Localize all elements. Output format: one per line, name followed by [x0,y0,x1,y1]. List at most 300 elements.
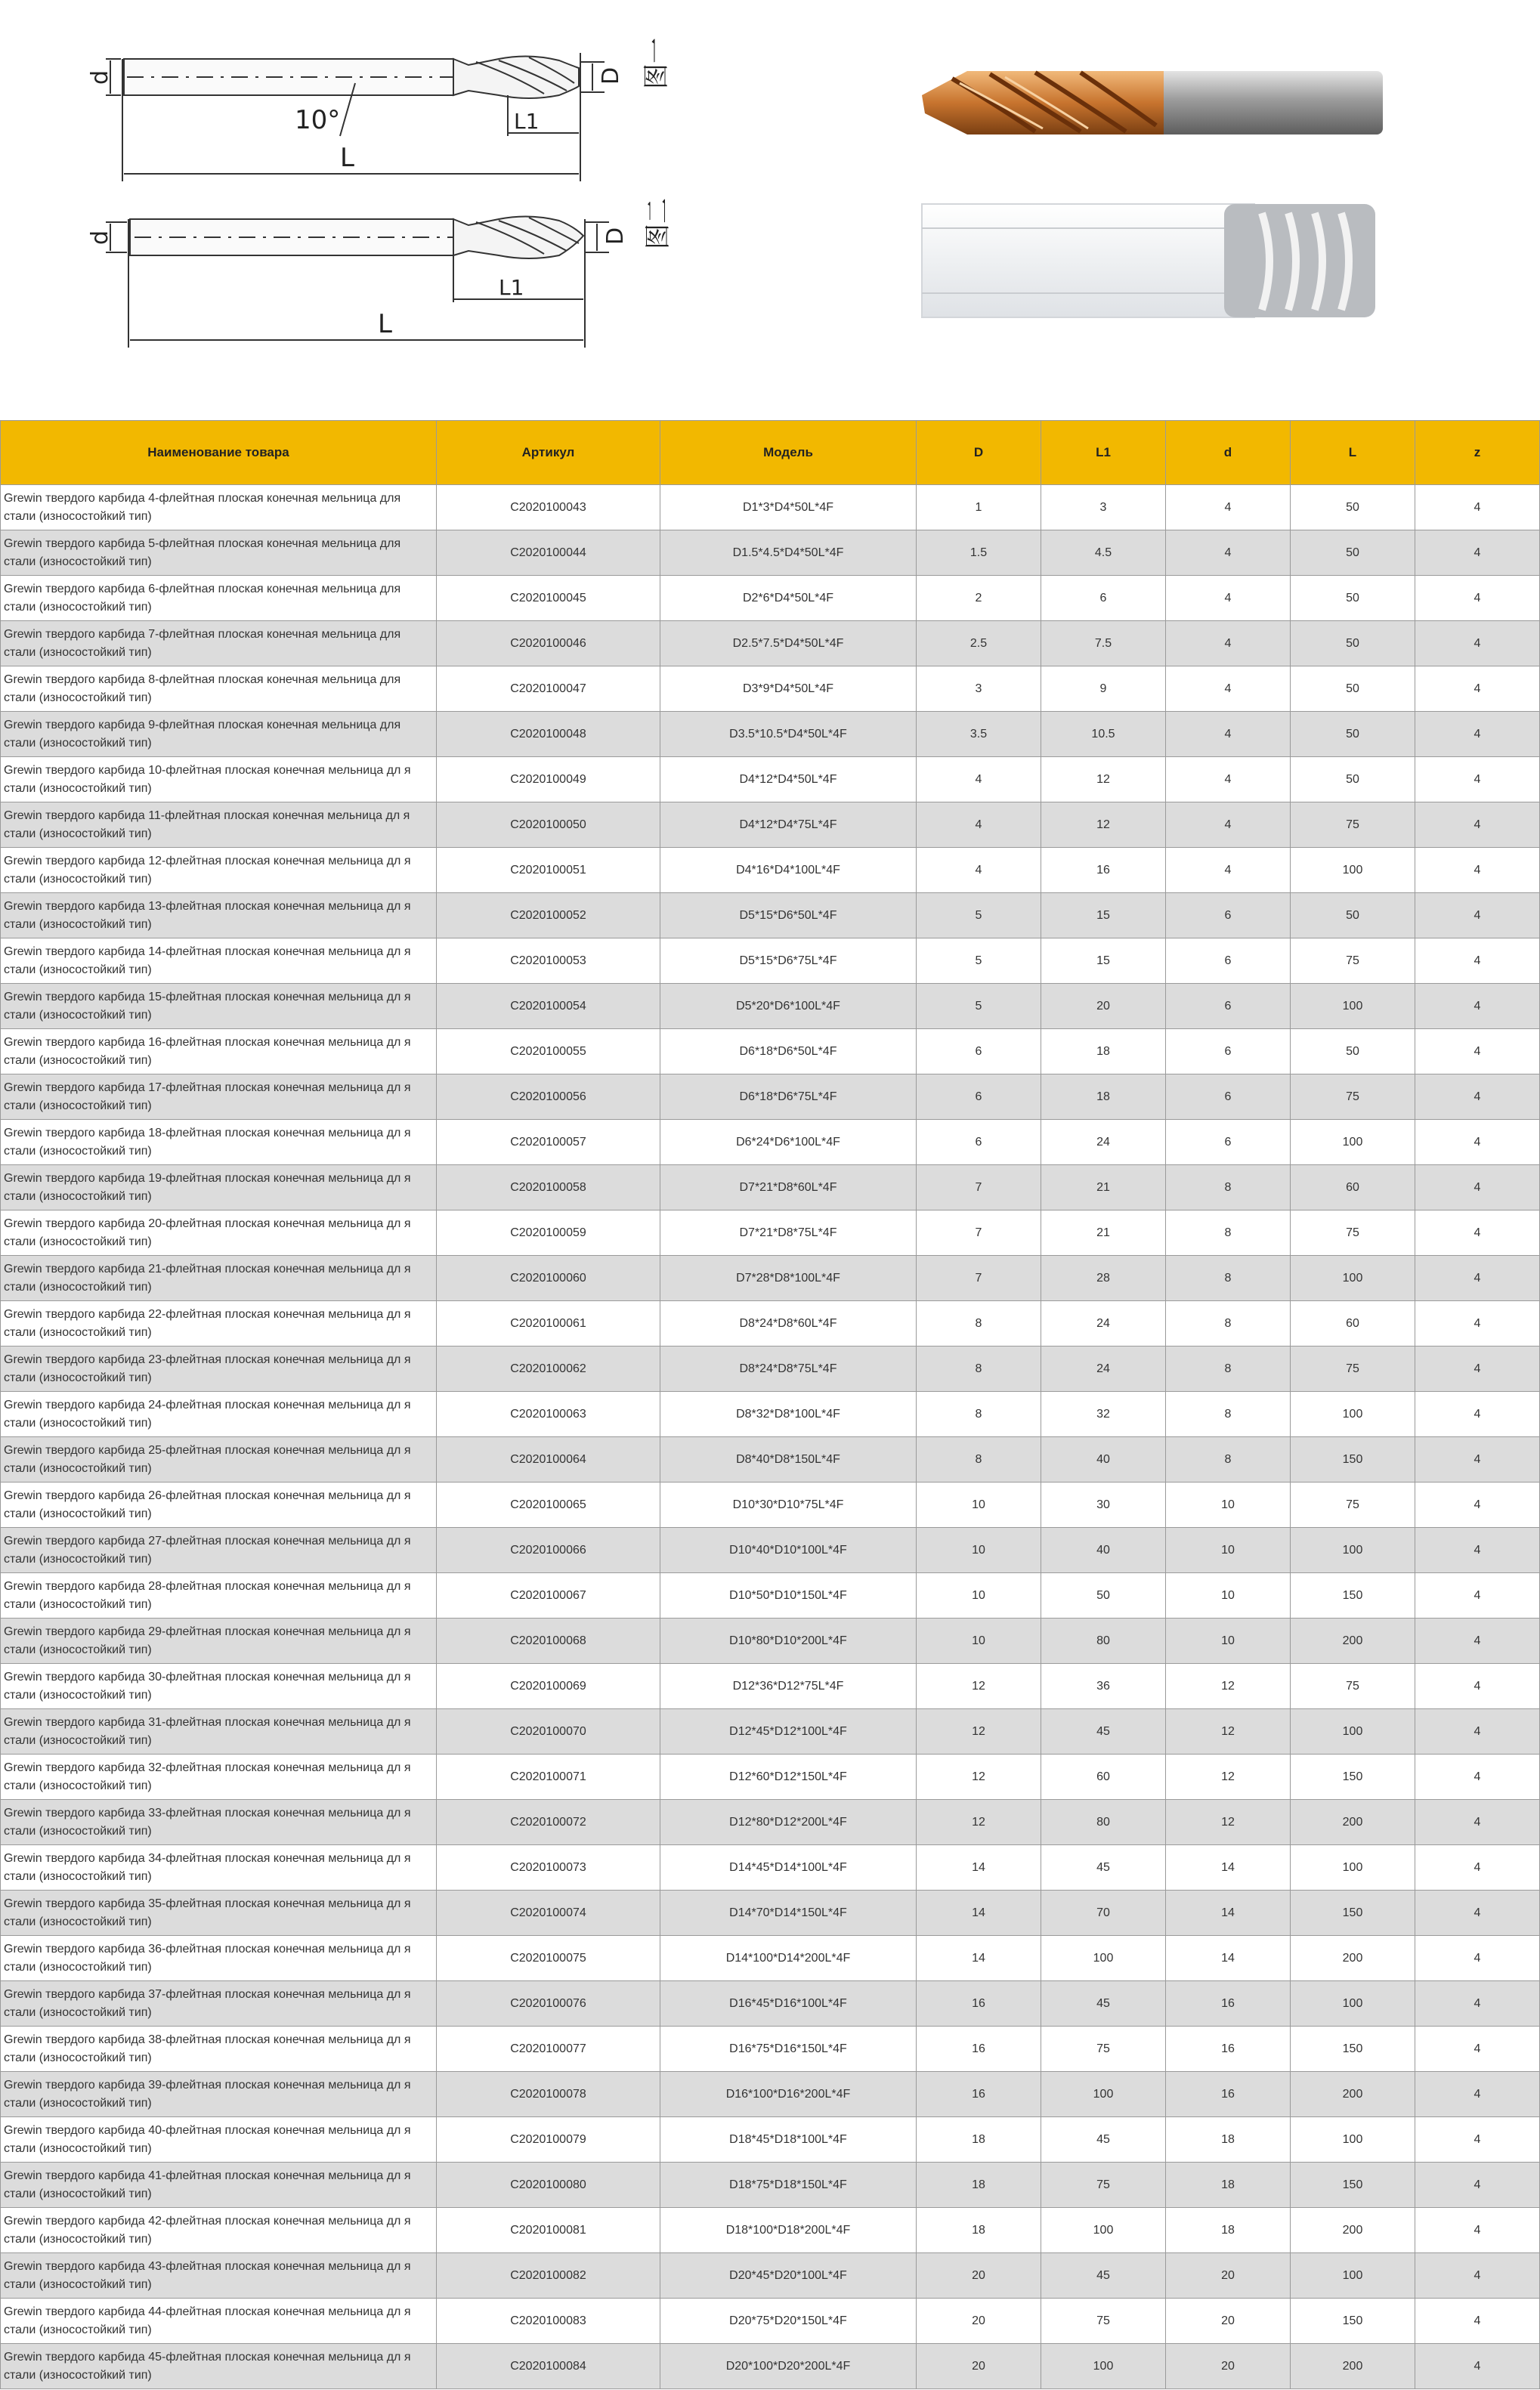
plastic-tube-packaging-photo [922,204,1375,317]
article-cell: C2020100046 [437,621,660,666]
article-cell: C2020100047 [437,666,660,712]
product-name-cell: Grewin твердого карбида 4-флейтная плоская конечная мельница для стали (износостойкий тип) [1,485,437,530]
d-shank-cell: 10 [1166,1619,1291,1664]
d-outer-cell: 12 [917,1664,1041,1709]
l1-cell: 9 [1041,666,1166,712]
l-total-cell: 50 [1291,666,1415,712]
model-cell: D10*50*D10*150L*4F [660,1573,917,1619]
l-total-cell: 100 [1291,1845,1415,1891]
table-row [1,2253,1540,2299]
l1-cell: 15 [1041,938,1166,984]
d-shank-cell: 4 [1166,757,1291,802]
table-row [1,1664,1540,1709]
l-total-cell: 150 [1291,1755,1415,1800]
fig1-label: 图一 [642,38,672,89]
l1-cell: 21 [1041,1165,1166,1210]
d-outer-cell: 4 [917,848,1041,893]
d-outer-cell: 3.5 [917,712,1041,757]
d-shank-cell: 14 [1166,1891,1291,1936]
d-outer-cell: 2.5 [917,621,1041,666]
l-total-cell: 200 [1291,1800,1415,1845]
table-row [1,938,1540,984]
l-total-cell: 150 [1291,1891,1415,1936]
d-shank-cell: 16 [1166,2072,1291,2117]
l-total-cell: 100 [1291,1709,1415,1755]
d-outer-cell: 1 [917,485,1041,530]
l1-cell: 80 [1041,1800,1166,1845]
table-row [1,984,1540,1029]
z-cell: 4 [1415,757,1540,802]
product-name-cell: Grewin твердого карбида 28-флейтная плоская конечная мельница дл я стали (износостойкий тип) [1,1573,437,1619]
d-shank-cell: 6 [1166,1029,1291,1074]
l-total-cell: 150 [1291,1437,1415,1483]
l1-cell: 60 [1041,1755,1166,1800]
d-shank-cell: 20 [1166,2253,1291,2299]
table-row [1,1709,1540,1755]
model-cell: D4*16*D4*100L*4F [660,848,917,893]
table-row [1,712,1540,757]
l-total-cell: 200 [1291,1619,1415,1664]
header-L: L [1291,421,1415,485]
model-cell: D8*24*D8*60L*4F [660,1301,917,1347]
l-total-cell: 150 [1291,2163,1415,2208]
article-cell: C2020100053 [437,938,660,984]
d-shank-cell: 10 [1166,1528,1291,1573]
table-row [1,1256,1540,1301]
model-cell: D14*70*D14*150L*4F [660,1891,917,1936]
z-cell: 4 [1415,984,1540,1029]
d-shank-cell: 12 [1166,1800,1291,1845]
d-outer-cell: 7 [917,1256,1041,1301]
d-outer-cell: 14 [917,1936,1041,1981]
z-cell: 4 [1415,1664,1540,1709]
d-outer-cell: 8 [917,1437,1041,1483]
product-name-cell: Grewin твердого карбида 24-флейтная плоская конечная мельница дл я стали (износостойкий тип) [1,1392,437,1437]
table-row [1,1573,1540,1619]
product-name-cell: Grewin твердого карбида 5-флейтная плоская конечная мельница для стали (износостойкий тип) [1,530,437,576]
d-outer-cell: 8 [917,1347,1041,1392]
d-outer-cell: 18 [917,2163,1041,2208]
model-cell: D5*15*D6*75L*4F [660,938,917,984]
product-name-cell: Grewin твердого карбида 26-флейтная плоская конечная мельница дл я стали (износостойкий тип) [1,1483,437,1528]
l-total-cell: 100 [1291,2117,1415,2163]
l1-cell: 12 [1041,757,1166,802]
l-total-cell: 100 [1291,2253,1415,2299]
dim-L1-label-1: L1 [514,109,540,134]
product-name-cell: Grewin твердого карбида 27-флейтная плоская конечная мельница дл я стали (износостойкий тип) [1,1528,437,1573]
table-row [1,1936,1540,1981]
product-name-cell: Grewin твердого карбида 9-флейтная плоская конечная мельница для стали (износостойкий тип) [1,712,437,757]
d-shank-cell: 8 [1166,1392,1291,1437]
article-cell: C2020100060 [437,1256,660,1301]
article-cell: C2020100057 [437,1120,660,1165]
product-name-cell: Grewin твердого карбида 8-флейтная плоская конечная мельница для стали (износостойкий тип) [1,666,437,712]
d-shank-cell: 4 [1166,576,1291,621]
l-total-cell: 50 [1291,757,1415,802]
l-total-cell: 75 [1291,938,1415,984]
d-outer-cell: 6 [917,1074,1041,1120]
article-cell: C2020100084 [437,2344,660,2389]
d-shank-cell: 10 [1166,1483,1291,1528]
model-cell: D6*24*D6*100L*4F [660,1120,917,1165]
model-cell: D5*15*D6*50L*4F [660,893,917,938]
l1-cell: 21 [1041,1210,1166,1256]
model-cell: D20*75*D20*150L*4F [660,2299,917,2344]
l1-cell: 10.5 [1041,712,1166,757]
dim-D-label-1: D [598,66,624,85]
l1-cell: 75 [1041,2299,1166,2344]
header-d: d [1166,421,1291,485]
table-row [1,1165,1540,1210]
d-shank-cell: 6 [1166,984,1291,1029]
z-cell: 4 [1415,1074,1540,1120]
product-name-cell: Grewin твердого карбида 10-флейтная плоская конечная мельница дл я стали (износостойкий тип) [1,757,437,802]
table-row [1,757,1540,802]
l1-cell: 24 [1041,1120,1166,1165]
article-cell: C2020100054 [437,984,660,1029]
article-cell: C2020100079 [437,2117,660,2163]
table-row [1,893,1540,938]
table-row [1,2117,1540,2163]
product-name-cell: Grewin твердого карбида 41-флейтная плоская конечная мельница дл я стали (износостойкий тип) [1,2163,437,2208]
d-shank-cell: 6 [1166,1120,1291,1165]
l1-cell: 80 [1041,1619,1166,1664]
d-outer-cell: 10 [917,1483,1041,1528]
product-name-cell: Grewin твердого карбида 31-флейтная плоская конечная мельница дл я стали (износостойкий тип) [1,1709,437,1755]
product-name-cell: Grewin твердого карбида 12-флейтная плоская конечная мельница дл я стали (износостойкий тип) [1,848,437,893]
z-cell: 4 [1415,1210,1540,1256]
l1-cell: 24 [1041,1347,1166,1392]
product-name-cell: Grewin твердого карбида 25-флейтная плоская конечная мельница дл я стали (износостойкий тип) [1,1437,437,1483]
model-cell: D18*45*D18*100L*4F [660,2117,917,2163]
product-name-cell: Grewin твердого карбида 15-флейтная плоская конечная мельница дл я стали (износостойкий тип) [1,984,437,1029]
l-total-cell: 200 [1291,2072,1415,2117]
d-shank-cell: 12 [1166,1755,1291,1800]
article-cell: C2020100074 [437,1891,660,1936]
article-cell: C2020100068 [437,1619,660,1664]
model-cell: D6*18*D6*50L*4F [660,1029,917,1074]
d-shank-cell: 4 [1166,848,1291,893]
z-cell: 4 [1415,1256,1540,1301]
l-total-cell: 60 [1291,1301,1415,1347]
z-cell: 4 [1415,1392,1540,1437]
l1-cell: 50 [1041,1573,1166,1619]
d-outer-cell: 18 [917,2117,1041,2163]
d-outer-cell: 6 [917,1120,1041,1165]
d-shank-cell: 16 [1166,2027,1291,2072]
l-total-cell: 200 [1291,2344,1415,2389]
l-total-cell: 50 [1291,893,1415,938]
d-outer-cell: 10 [917,1528,1041,1573]
article-cell: C2020100082 [437,2253,660,2299]
l-total-cell: 100 [1291,984,1415,1029]
product-name-cell: Grewin твердого карбида 6-флейтная плоская конечная мельница для стали (износостойкий тип) [1,576,437,621]
z-cell: 4 [1415,2163,1540,2208]
header-product-name: Наименование товара [1,421,437,485]
l1-cell: 40 [1041,1437,1166,1483]
l-total-cell: 75 [1291,1074,1415,1120]
z-cell: 4 [1415,1936,1540,1981]
d-shank-cell: 18 [1166,2117,1291,2163]
model-cell: D5*20*D6*100L*4F [660,984,917,1029]
l1-cell: 75 [1041,2163,1166,2208]
l1-cell: 40 [1041,1528,1166,1573]
d-shank-cell: 4 [1166,530,1291,576]
model-cell: D8*32*D8*100L*4F [660,1392,917,1437]
d-shank-cell: 8 [1166,1165,1291,1210]
l1-cell: 100 [1041,2208,1166,2253]
l1-cell: 12 [1041,802,1166,848]
model-cell: D14*45*D14*100L*4F [660,1845,917,1891]
d-outer-cell: 2 [917,576,1041,621]
l1-cell: 45 [1041,1981,1166,2027]
table-row [1,1528,1540,1573]
product-name-cell: Grewin твердого карбида 33-флейтная плоская конечная мельница дл я стали (износостойкий тип) [1,1800,437,1845]
article-cell: C2020100071 [437,1755,660,1800]
l-total-cell: 75 [1291,802,1415,848]
article-cell: C2020100059 [437,1210,660,1256]
z-cell: 4 [1415,1483,1540,1528]
l-total-cell: 50 [1291,621,1415,666]
d-outer-cell: 5 [917,984,1041,1029]
table-body [1,485,1540,2389]
product-name-cell: Grewin твердого карбида 7-флейтная плоская конечная мельница для стали (износостойкий тип) [1,621,437,666]
d-shank-cell: 8 [1166,1347,1291,1392]
l1-cell: 28 [1041,1256,1166,1301]
d-outer-cell: 18 [917,2208,1041,2253]
z-cell: 4 [1415,802,1540,848]
d-shank-cell: 8 [1166,1437,1291,1483]
model-cell: D3*9*D4*50L*4F [660,666,917,712]
l1-cell: 100 [1041,1936,1166,1981]
model-cell: D16*100*D16*200L*4F [660,2072,917,2117]
d-outer-cell: 10 [917,1619,1041,1664]
z-cell: 4 [1415,2208,1540,2253]
d-shank-cell: 8 [1166,1256,1291,1301]
article-cell: C2020100073 [437,1845,660,1891]
l-total-cell: 50 [1291,712,1415,757]
model-cell: D14*100*D14*200L*4F [660,1936,917,1981]
l1-cell: 45 [1041,2117,1166,2163]
z-cell: 4 [1415,666,1540,712]
d-shank-cell: 12 [1166,1709,1291,1755]
table-row [1,1800,1540,1845]
l-total-cell: 100 [1291,1256,1415,1301]
z-cell: 4 [1415,2344,1540,2389]
article-cell: C2020100048 [437,712,660,757]
l1-cell: 100 [1041,2072,1166,2117]
product-name-cell: Grewin твердого карбида 17-флейтная плоская конечная мельница дл я стали (износостойкий тип) [1,1074,437,1120]
d-shank-cell: 8 [1166,1301,1291,1347]
table-row [1,1845,1540,1891]
z-cell: 4 [1415,1800,1540,1845]
d-shank-cell: 4 [1166,485,1291,530]
article-cell: C2020100063 [437,1392,660,1437]
l1-cell: 4.5 [1041,530,1166,576]
l-total-cell: 50 [1291,485,1415,530]
product-name-cell: Grewin твердого карбида 13-флейтная плоская конечная мельница дл я стали (износостойкий тип) [1,893,437,938]
table-row [1,1029,1540,1074]
model-cell: D7*21*D8*75L*4F [660,1210,917,1256]
table-row [1,1755,1540,1800]
d-outer-cell: 20 [917,2344,1041,2389]
d-outer-cell: 20 [917,2299,1041,2344]
d-outer-cell: 3 [917,666,1041,712]
d-shank-cell: 12 [1166,1664,1291,1709]
z-cell: 4 [1415,576,1540,621]
z-cell: 4 [1415,1891,1540,1936]
model-cell: D8*24*D8*75L*4F [660,1347,917,1392]
product-name-cell: Grewin твердого карбида 19-флейтная плоская конечная мельница дл я стали (износостойкий тип) [1,1165,437,1210]
d-shank-cell: 16 [1166,1981,1291,2027]
article-cell: C2020100069 [437,1664,660,1709]
d-outer-cell: 5 [917,938,1041,984]
article-cell: C2020100062 [437,1347,660,1392]
l1-cell: 100 [1041,2344,1166,2389]
z-cell: 4 [1415,2299,1540,2344]
d-outer-cell: 10 [917,1573,1041,1619]
d-outer-cell: 5 [917,893,1041,938]
d-outer-cell: 14 [917,1891,1041,1936]
z-cell: 4 [1415,1165,1540,1210]
article-cell: C2020100067 [437,1573,660,1619]
d-shank-cell: 8 [1166,1210,1291,1256]
d-shank-cell: 18 [1166,2163,1291,2208]
l-total-cell: 60 [1291,1165,1415,1210]
model-cell: D18*100*D18*200L*4F [660,2208,917,2253]
fig2-label: 图二 [643,198,673,249]
product-name-cell: Grewin твердого карбида 32-флейтная плоская конечная мельница дл я стали (износостойкий тип) [1,1755,437,1800]
l1-cell: 3 [1041,485,1166,530]
product-name-cell: Grewin твердого карбида 37-флейтная плоская конечная мельница дл я стали (износостойкий тип) [1,1981,437,2027]
table-row [1,530,1540,576]
l1-cell: 16 [1041,848,1166,893]
l-total-cell: 100 [1291,1528,1415,1573]
l-total-cell: 150 [1291,2027,1415,2072]
l1-cell: 24 [1041,1301,1166,1347]
product-name-cell: Grewin твердого карбида 42-флейтная плоская конечная мельница дл я стали (износостойкий тип) [1,2208,437,2253]
table-row [1,2027,1540,2072]
product-name-cell: Grewin твердого карбида 43-флейтная плоская конечная мельница дл я стали (износостойкий тип) [1,2253,437,2299]
article-cell: C2020100049 [437,757,660,802]
model-cell: D12*80*D12*200L*4F [660,1800,917,1845]
z-cell: 4 [1415,1528,1540,1573]
d-outer-cell: 1.5 [917,530,1041,576]
d-outer-cell: 16 [917,2027,1041,2072]
product-name-cell: Grewin твердого карбида 18-флейтная плоская конечная мельница дл я стали (износостойкий тип) [1,1120,437,1165]
article-cell: C2020100050 [437,802,660,848]
product-photos [907,53,1390,340]
header-L1: L1 [1041,421,1166,485]
table-row [1,848,1540,893]
d-outer-cell: 8 [917,1301,1041,1347]
article-cell: C2020100061 [437,1301,660,1347]
product-name-cell: Grewin твердого карбида 16-флейтная плоская конечная мельница дл я стали (износостойкий тип) [1,1029,437,1074]
article-cell: C2020100055 [437,1029,660,1074]
d-shank-cell: 6 [1166,1074,1291,1120]
table-row [1,1619,1540,1664]
l-total-cell: 200 [1291,1936,1415,1981]
table-row [1,1981,1540,2027]
article-cell: C2020100077 [437,2027,660,2072]
d-outer-cell: 7 [917,1210,1041,1256]
spec-table [0,420,1540,2389]
model-cell: D1*3*D4*50L*4F [660,485,917,530]
header-z: z [1415,421,1540,485]
l1-cell: 15 [1041,893,1166,938]
table-row [1,1210,1540,1256]
d-outer-cell: 12 [917,1800,1041,1845]
table-row [1,1483,1540,1528]
d-outer-cell: 20 [917,2253,1041,2299]
z-cell: 4 [1415,485,1540,530]
z-cell: 4 [1415,1437,1540,1483]
model-cell: D20*45*D20*100L*4F [660,2253,917,2299]
d-outer-cell: 16 [917,2072,1041,2117]
product-name-cell: Grewin твердого карбида 20-флейтная плоская конечная мельница дл я стали (износостойкий тип) [1,1210,437,1256]
table-row [1,1120,1540,1165]
table-row [1,1891,1540,1936]
d-shank-cell: 4 [1166,802,1291,848]
dim-d-label-1: d [87,70,113,85]
l1-cell: 30 [1041,1483,1166,1528]
z-cell: 4 [1415,2253,1540,2299]
angle-label: 10° [295,105,341,135]
model-cell: D7*28*D8*100L*4F [660,1256,917,1301]
header-article: Артикул [437,421,660,485]
article-cell: C2020100044 [437,530,660,576]
model-cell: D12*60*D12*150L*4F [660,1755,917,1800]
table-row [1,2344,1540,2389]
product-name-cell: Grewin твердого карбида 30-флейтная плоская конечная мельница дл я стали (износостойкий тип) [1,1664,437,1709]
d-outer-cell: 16 [917,1981,1041,2027]
article-cell: C2020100076 [437,1981,660,2027]
l1-cell: 45 [1041,1709,1166,1755]
model-cell: D10*40*D10*100L*4F [660,1528,917,1573]
z-cell: 4 [1415,1347,1540,1392]
z-cell: 4 [1415,1301,1540,1347]
model-cell: D6*18*D6*75L*4F [660,1074,917,1120]
d-shank-cell: 20 [1166,2299,1291,2344]
article-cell: C2020100043 [437,485,660,530]
l1-cell: 36 [1041,1664,1166,1709]
d-outer-cell: 12 [917,1709,1041,1755]
table-row [1,1301,1540,1347]
product-name-cell: Grewin твердого карбида 22-флейтная плоская конечная мельница дл я стали (износостойкий тип) [1,1301,437,1347]
model-cell: D10*30*D10*75L*4F [660,1483,917,1528]
l-total-cell: 100 [1291,1981,1415,2027]
z-cell: 4 [1415,893,1540,938]
product-name-cell: Grewin твердого карбида 29-флейтная плоская конечная мельница дл я стали (износостойкий тип) [1,1619,437,1664]
l1-cell: 32 [1041,1392,1166,1437]
z-cell: 4 [1415,1845,1540,1891]
l1-cell: 45 [1041,1845,1166,1891]
z-cell: 4 [1415,1709,1540,1755]
model-cell: D16*75*D16*150L*4F [660,2027,917,2072]
article-cell: C2020100075 [437,1936,660,1981]
product-name-cell: Grewin твердого карбида 40-флейтная плоская конечная мельница дл я стали (износостойкий тип) [1,2117,437,2163]
table-row [1,1392,1540,1437]
d-shank-cell: 20 [1166,2344,1291,2389]
model-cell: D4*12*D4*50L*4F [660,757,917,802]
article-cell: C2020100070 [437,1709,660,1755]
article-cell: C2020100081 [437,2208,660,2253]
model-cell: D2.5*7.5*D4*50L*4F [660,621,917,666]
d-outer-cell: 4 [917,802,1041,848]
d-shank-cell: 4 [1166,666,1291,712]
product-name-cell: Grewin твердого карбида 21-флейтная плоская конечная мельница дл я стали (износостойкий тип) [1,1256,437,1301]
article-cell: C2020100065 [437,1483,660,1528]
